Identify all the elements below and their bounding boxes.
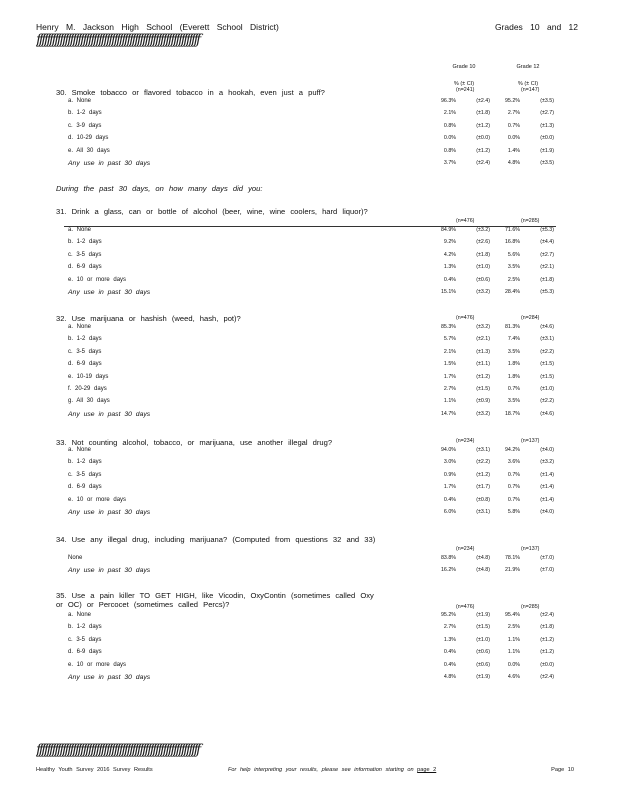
grade12-percent: 71.6% [504,227,520,233]
grade12-percent: 2.5% [507,276,520,283]
grade12-ci: (±1.5) [540,361,554,368]
grade10-ci: (±1.9) [476,674,490,680]
grade12-percent: 1.8% [507,373,520,380]
grade12-ci: (±2.4) [540,674,554,680]
table-row [64,459,564,469]
grade10-ci: (±3.1) [476,509,490,515]
grade12-percent: 7.4% [507,336,520,343]
table-row [64,386,564,396]
grade12-ci: (±2.7) [540,251,554,258]
grade10-percent: 0.4% [443,276,456,283]
row-label: e. 10 or more days [68,661,127,668]
grade12-percent: 0.7% [507,386,520,392]
grade12-ci: (±1.9) [540,147,554,154]
grade10-ci: (±3.2) [476,227,490,233]
grade10-percent: 5.7% [443,336,456,343]
grade12-percent: 1.1% [507,649,520,656]
footer-help-sentence: For help interpreting your results, please see information starting on [228,767,414,773]
grade10-ci: (±3.2) [476,324,490,330]
grade12-ci: (±2.1) [540,264,554,271]
grade10-ci: (±1.2) [476,122,490,129]
row-label: d. 10-29 days [68,135,109,142]
footer-survey-title: Healthy Youth Survey 2016 Survey Results [36,767,153,773]
grade10-percent: 0.4% [443,496,456,503]
grades-label: Grades 10 and 12 [494,22,578,32]
grade10-ci: (±0.0) [476,135,490,142]
row-label: Any use in past 30 days [68,410,151,418]
decorative-rule-top: ƒƒƒƒƒƒƒƒƒƒƒƒƒƒƒƒƒƒƒƒƒƒƒƒƒƒƒƒƒƒƒƒƒƒƒƒƒƒƒƒƒƒƒƒƒƒƒƒƒƒƒƒƒƒƒƒƒƒƒƒƒƒƒ [36,32,199,48]
grade10-ci: (±1.0) [476,636,490,643]
grade12-ci: (±1.2) [540,636,554,643]
row-label: b. 1-2 days [68,239,102,246]
table-row [64,289,564,299]
table-row [64,252,564,262]
grade12-ci: (±7.0) [540,555,554,561]
grade10-percent: 1.5% [443,361,456,368]
grade12-ci: (±0.0) [540,661,554,668]
grade12-ci: (±1.4) [540,496,554,503]
q30-n-grade10: (n=241) [456,87,475,93]
q32-n-grade12: (n=284) [521,315,540,321]
grade12-percent: 18.7% [504,410,520,417]
grade12-percent: 3.5% [507,398,520,405]
school-name: Henry M. Jackson High School (Everett School District) [36,22,279,32]
footer-help-text [228,767,436,773]
grade12-ci: (±7.0) [540,567,554,574]
grade10-percent: 2.1% [443,110,456,117]
grade12-percent: 3.6% [507,459,520,466]
grade10-percent: 4.8% [443,674,456,680]
grade12-percent: 95.4% [504,612,520,618]
grade12-ci: (±1.3) [540,122,554,129]
grade10-ci: (±1.9) [476,612,490,618]
q35-n-grade12: (n=285) [521,604,540,610]
grade12-ci: (±2.7) [540,110,554,117]
row-label: g. All 30 days [68,398,110,405]
grade12-ci: (±5.3) [540,289,554,295]
grade10-percent: 0.4% [443,649,456,656]
grade12-percent: 3.5% [507,264,520,271]
grade12-percent: 16.8% [504,239,520,246]
table-row [64,497,564,507]
row-label: e. 10-19 days [68,373,109,380]
grade12-percent: 2.5% [507,624,520,631]
table-row [64,484,564,494]
grade10-percent: 1.3% [443,636,456,643]
grade12-ci: (±1.2) [540,649,554,656]
row-label: Any use in past 30 days [68,289,151,296]
grade10-ci: (±2.4) [476,98,490,104]
row-label: d. 6-9 days [68,484,102,491]
grade10-percent: 1.1% [443,398,456,405]
grade12-percent: 0.7% [507,122,520,129]
row-label: d. 6-9 days [68,649,102,656]
row-label: Any use in past 30 days [68,509,151,516]
grade10-percent: 0.4% [443,661,456,668]
grade10-percent: 96.3% [440,98,456,104]
grade12-percent: 1.8% [507,361,520,368]
grade12-ci: (±4.0) [540,447,554,453]
grade12-ci: (±1.4) [540,484,554,491]
table-row [64,264,564,274]
row-label: c. 3-5 days [68,348,102,355]
grade12-ci: (±2.2) [540,348,554,355]
grade12-ci: (±2.2) [540,398,554,405]
grade10-ci: (±4.8) [476,555,490,561]
table-row [64,336,564,346]
q34-n-grade12: (n=137) [521,546,540,552]
grade10-percent: 0.8% [443,122,456,129]
grade10-percent: 2.1% [443,348,456,355]
q33-n-grade12: (n=137) [521,438,540,444]
row-label: b. 1-2 days [68,459,102,466]
grade10-percent: 4.2% [443,251,456,258]
row-label: f. 20-29 days [68,386,107,392]
row-label: a. None [68,612,92,618]
grade10-percent: 0.0% [443,135,456,142]
table-row [64,135,564,145]
grade10-percent: 6.0% [443,509,456,515]
table-row [64,324,564,334]
grade10-ci: (±3.2) [476,289,490,295]
table-row [64,398,564,408]
row-label: b. 1-2 days [68,624,102,631]
table-row [64,555,564,565]
grade12-percent: 1.4% [507,147,520,154]
grade-12-header: Grade 12 [516,64,540,70]
q34-n-grade10: (n=234) [456,546,475,552]
row-label: d. 6-9 days [68,264,102,271]
grade12-ci: (±4.6) [540,324,554,330]
grade10-ci: (±1.1) [476,361,490,368]
grade10-ci: (±2.4) [476,160,490,166]
grade10-ci: (±1.5) [476,624,490,631]
grade12-ci: (±1.4) [540,471,554,478]
grade10-percent: 3.7% [443,160,456,166]
grade10-ci: (±1.2) [476,471,490,478]
grade10-percent: 1.7% [443,484,456,491]
grade12-ci: (±5.3) [540,227,554,233]
table-row [64,567,564,577]
grade12-percent: 21.9% [504,567,520,574]
grade10-percent: 1.7% [443,373,456,380]
grade12-percent: 3.5% [507,348,520,355]
question-35: 35. Use a pain killer TO GET HIGH, like Vicodin, OxyContin (sometimes called Oxy or OC) or Percocet (sometimes called Percs)? [56,591,374,609]
grade10-percent: 84.9% [440,227,456,233]
q31-n-grade10: (n=476) [456,218,475,224]
grade10-ci: (±1.0) [476,264,490,271]
decorative-rule-bottom: ƒƒƒƒƒƒƒƒƒƒƒƒƒƒƒƒƒƒƒƒƒƒƒƒƒƒƒƒƒƒƒƒƒƒƒƒƒƒƒƒƒƒƒƒƒƒƒƒƒƒƒƒƒƒƒƒƒƒƒƒƒƒƒ [36,742,199,758]
grade10-percent: 15.1% [440,289,456,295]
grade12-ci: (±1.8) [540,624,554,631]
grade12-percent: 0.7% [507,496,520,503]
table-row [64,637,564,647]
table-row [64,374,564,384]
row-label: a. None [68,447,92,453]
grade12-ci: (±4.0) [540,509,554,515]
row-label: b. 1-2 days [68,336,102,343]
table-row [64,239,564,249]
grade10-percent: 9.2% [443,239,456,246]
grade-10-header: Grade 10 [452,64,476,70]
grade10-ci: (±3.1) [476,447,490,453]
section-heading: During the past 30 days, on how many days did you: [56,184,263,193]
row-label: d. 6-9 days [68,361,102,368]
grade10-ci: (±1.2) [476,147,490,154]
grade12-percent: 4.8% [507,160,520,166]
table-row [64,509,564,519]
table-row [64,612,564,622]
grade10-ci: (±1.3) [476,348,490,355]
table-row [64,227,564,237]
grade12-ci: (±4.4) [540,239,554,246]
row-label: c. 3-5 days [68,636,102,643]
row-label: a. None [68,98,92,104]
table-row [64,123,564,133]
grade10-ci: (±0.8) [476,496,490,503]
grade10-percent: 2.7% [443,624,456,631]
q31-n-grade12: (n=285) [521,218,540,224]
q30-n-grade12: (n=147) [521,87,540,93]
grade10-ci: (±1.8) [476,110,490,117]
grade12-percent: 1.1% [507,636,520,643]
grade12-percent: 0.7% [507,471,520,478]
row-label: a. None [68,227,92,233]
grade10-ci: (±2.1) [476,336,490,343]
grade12-ci: (±3.5) [540,160,554,166]
table-row [64,624,564,634]
question-31: 31. Drink a glass, can or bottle of alcohol (beer, wine, wine coolers, hard liquor)? [56,207,368,216]
table-row [64,447,564,457]
table-row [64,277,564,287]
row-label: Any use in past 30 days [68,674,151,681]
grade12-ci: (±4.6) [540,410,554,417]
table-row [64,411,564,421]
grade10-percent: 85.3% [440,324,456,330]
grade12-ci: (±1.0) [540,386,554,392]
row-label: Any use in past 30 days [68,567,151,575]
row-label: c. 3-9 days [68,122,102,129]
grade12-ci: (±1.8) [540,276,554,283]
row-label: e. 10 or more days [68,496,127,503]
grade12-ci: (±0.0) [540,135,554,142]
table-row [64,674,564,684]
row-label: Any use in past 30 days [68,160,151,167]
row-label: e. All 30 days [68,147,110,154]
grade10-ci: (±0.6) [476,276,490,283]
grade-12-ci-header: % (± CI) [517,81,539,87]
grade12-percent: 0.0% [507,135,520,142]
row-label: b. 1-2 days [68,110,102,117]
row-label: c. 3-5 days [68,251,102,258]
grade10-percent: 1.3% [443,264,456,271]
grade10-percent: 14.7% [440,410,456,417]
table-row [64,148,564,158]
q35-n-grade10: (n=476) [456,604,475,610]
q33-n-grade10: (n=234) [456,438,475,444]
grade12-percent: 4.6% [507,674,520,680]
row-label: c. 3-5 days [68,471,102,478]
table-row [64,662,564,672]
grade12-ci: (±3.1) [540,336,554,343]
grade12-percent: 5.6% [507,251,520,258]
table-row [64,160,564,170]
table-row [64,361,564,371]
grade12-percent: 0.0% [507,661,520,668]
grade10-ci: (±0.6) [476,661,490,668]
grade10-ci: (±2.6) [476,239,490,246]
q32-n-grade10: (n=476) [456,315,475,321]
question-33: 33. Not counting alcohol, tobacco, or marijuana, use another illegal drug? [56,438,333,447]
grade10-ci: (±1.7) [476,484,490,491]
grade12-percent: 28.4% [504,289,520,295]
question-30: 30. Smoke tobacco or flavored tobacco in a hookah, even just a puff? [56,88,325,97]
table-row [64,349,564,359]
grade10-percent: 94.0% [440,447,456,453]
grade10-percent: 0.8% [443,147,456,154]
grade12-ci: (±3.2) [540,459,554,466]
grade12-percent: 0.7% [507,484,520,491]
grade10-ci: (±1.8) [476,251,490,258]
grade-10-ci-header: % (± CI) [453,81,475,87]
grade10-ci: (±3.2) [476,410,490,417]
grade12-percent: 78.1% [504,555,520,561]
grade10-percent: 83.8% [440,555,456,561]
question-32: 32. Use marijuana or hashish (weed, hash, pot)? [56,314,241,323]
table-row [64,649,564,659]
row-label: None [68,555,83,561]
grade12-ci: (±1.5) [540,373,554,380]
grade10-ci: (±2.2) [476,459,490,466]
grade10-ci: (±0.9) [476,398,490,405]
footer-page-link[interactable]: page 2 [417,767,437,773]
grade10-percent: 0.9% [443,471,456,478]
grade12-ci: (±2.4) [540,612,554,618]
table-row [64,98,564,108]
table-row [64,472,564,482]
grade10-ci: (±1.5) [476,386,490,392]
grade10-percent: 16.2% [440,567,456,574]
grade10-percent: 2.7% [443,386,456,392]
grade12-percent: 81.3% [504,324,520,330]
question-34: 34. Use any illegal drug, including marijuana? (Computed from questions 32 and 33) [56,535,376,544]
table-row [64,110,564,120]
row-label: e. 10 or more days [68,276,127,283]
grade12-percent: 95.2% [504,98,520,104]
grade10-ci: (±1.2) [476,373,490,380]
grade10-percent: 3.0% [443,459,456,466]
grade10-percent: 95.2% [440,612,456,618]
grade10-ci: (±0.6) [476,649,490,656]
footer-page-number: Page 10 [551,767,574,773]
grade10-ci: (±4.8) [476,567,490,574]
grade12-percent: 94.2% [504,447,520,453]
row-label: a. None [68,324,92,330]
grade12-percent: 5.8% [507,509,520,515]
grade12-ci: (±3.5) [540,98,554,104]
grade12-percent: 2.7% [507,110,520,117]
